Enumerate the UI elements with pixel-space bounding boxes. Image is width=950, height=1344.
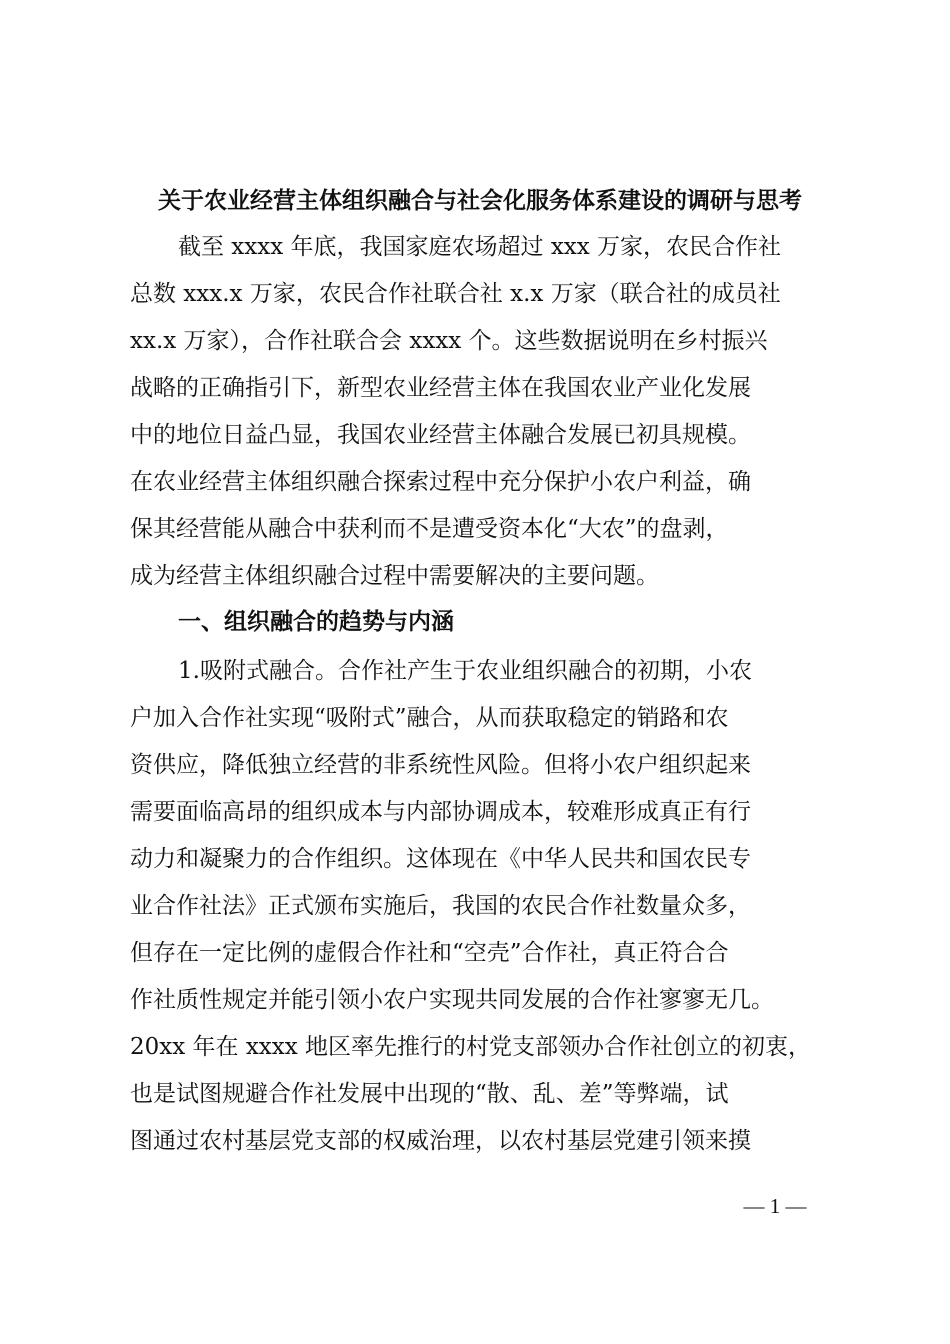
intro-line-6: 在农业经营主体组织融合探索过程中充分保护小农户利益，确: [130, 469, 751, 495]
section-line-7: 但存在一定比例的虚假合作社和“空壳”合作社，真正符合合: [130, 940, 729, 966]
page-number: — 1 —: [743, 1194, 807, 1218]
intro-line-4: 战略的正确指引下，新型农业经营主体在我国农业产业化发展: [130, 375, 751, 401]
section-line-6: 业合作社法》正式颁布实施后，我国的农民合作社数量众多，: [130, 893, 751, 919]
intro-line-2: 总数 xxx.x 万家，农民合作社联合社 x.x 万家（联合社的成员社: [130, 281, 781, 307]
section-heading: 一、组织融合的趋势与内涵: [178, 609, 454, 635]
section-line-5: 动力和凝聚力的合作组织。这体现在《中华人民共和国农民专: [130, 846, 751, 872]
intro-line-8: 成为经营主体组织融合过程中需要解决的主要问题。: [130, 563, 659, 589]
intro-line-5: 中的地位日益凸显，我国农业经营主体融合发展已初具规模。: [130, 422, 751, 448]
document-title: 关于农业经营主体组织融合与社会化服务体系建设的调研与思考: [158, 187, 802, 214]
section-line-11: 图通过农村基层党支部的权威治理，以农村基层党建引领来摸: [130, 1128, 751, 1154]
section-line-2: 户加入合作社实现“吸附式”融合，从而获取稳定的销路和农: [130, 705, 729, 731]
section-line-1: 1.吸附式融合。合作社产生于农业组织融合的初期，小农: [178, 658, 752, 684]
section-line-8: 作社质性规定并能引领小农户实现共同发展的合作社寥寥无几。: [130, 987, 774, 1013]
intro-line-1: 截至 xxxx 年底，我国家庭农场超过 xxx 万家，农民合作社: [178, 234, 782, 260]
section-line-3: 资供应，降低独立经营的非系统性风险。但将小农户组织起来: [130, 752, 751, 778]
section-line-4: 需要面临高昂的组织成本与内部协调成本，较难形成真正有行: [130, 799, 751, 825]
section-line-10: 也是试图规避合作社发展中出现的“散、乱、差”等弊端，试: [130, 1081, 729, 1107]
section-line-9: 20xx 年在 xxxx 地区率先推行的村党支部领办合作社创立的初衷，: [130, 1034, 812, 1060]
intro-line-3: xx.x 万家），合作社联合会 xxxx 个。这些数据说明在乡村振兴: [130, 328, 768, 354]
intro-line-7: 保其经营能从融合中获利而不是遭受资本化“大农”的盘剥，: [130, 516, 729, 542]
